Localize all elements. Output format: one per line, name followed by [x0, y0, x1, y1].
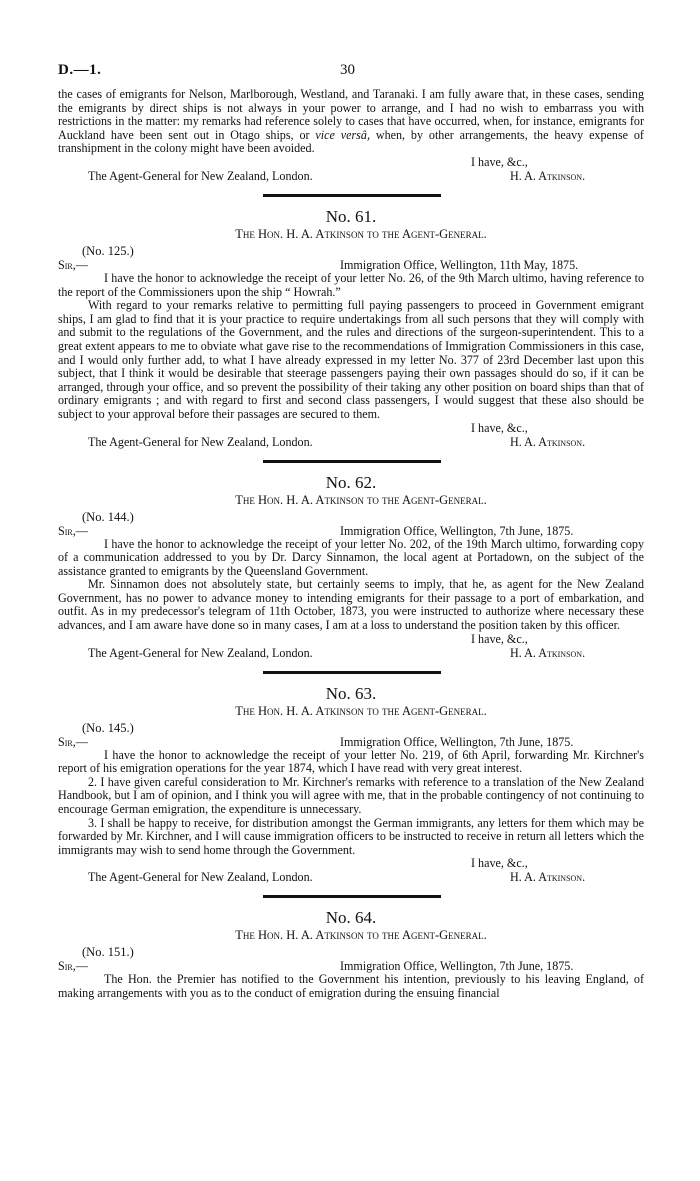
letter-paragraph: I have the honor to acknowledge the receipt of your letter No. 219, of 6th April, forwarding Mr. Kirchner's report of his emigration operations for the year 1874, which I have read with very great interest. — [58, 747, 644, 776]
place-date: Immigration Office, Wellington, 11th May, 1875. — [340, 257, 579, 272]
letter-heading: The Hon. H. A. Atkinson to the Agent-General. — [235, 492, 487, 507]
letter-number: No. 63. — [325, 683, 377, 703]
letter-paragraph: I have the honor to acknowledge the receipt of your letter No. 26, of the 9th March ultimo, having reference to the report of the Commissioners upon the ship “ Howrah.” — [58, 270, 644, 299]
letter-reference: (No. 125.) — [82, 243, 134, 258]
addressee: The Agent-General for New Zealand, London. — [88, 870, 313, 885]
closing-phrase: I have, &c., — [471, 631, 528, 646]
closing-block — [58, 156, 644, 184]
paper-reference: D.—1. — [58, 62, 102, 78]
letter-number: No. 64. — [325, 908, 377, 928]
salutation: Sir,— — [58, 523, 88, 538]
letter-reference: (No. 145.) — [82, 720, 134, 735]
section-rule — [263, 671, 441, 674]
letter-heading: The Hon. H. A. Atkinson to the Agent-General. — [235, 226, 487, 241]
salutation-line — [58, 735, 644, 749]
letter-number: No. 62. — [325, 472, 377, 492]
letter-number: No. 61. — [325, 206, 377, 226]
closing-block — [58, 633, 644, 661]
closing-phrase: I have, &c., — [471, 856, 528, 871]
addressee: The Agent-General for New Zealand, London. — [88, 645, 313, 660]
salutation-line — [58, 258, 644, 272]
signature: H. A. Atkinson. — [510, 168, 586, 183]
letter-reference: (No. 151.) — [82, 945, 134, 960]
page-header — [58, 62, 644, 88]
salutation: Sir,— — [58, 959, 88, 974]
addressee: The Agent-General for New Zealand, London. — [88, 168, 313, 183]
letter-reference: (No. 144.) — [82, 509, 134, 524]
letter-paragraph: With regard to your remarks relative to permitting full paying passengers to proceed in Government emigrant ships, I am glad to find that it is your practice to require undertakings from all such persons that they will comply with and submit to the regulations of the Government, and the rules and directions of the surgeon-superintendent. This to a great extent appears to me to obviate what gave rise to the recommendations of Immigration Commissioners in this case, and I would only further add, to what I have already expressed in my letter No. 377 of 23rd December last upon this subject, that I think it would be desirable that steerage passengers paying their own passages should do so, if it can be arranged, through your office, and so prevent the possibility of their taking any other position on board ships than that of ordinary emigrants ; and with regard to first and second class passengers, I would suggest that these also should be subject to your approval before their passages are secured to them. — [58, 298, 644, 421]
letter-paragraph: I have the honor to acknowledge the receipt of your letter No. 202, of the 19th March ultimo, forwarding copy of a communication addressed to you by Dr. Darcy Sinnamon, the local agent at Portadown, on the subject of the assistance granted to emigrants by the Queensland Government. — [58, 536, 644, 578]
letter-paragraph: The Hon. the Premier has notified to the Government his intention, previously to his leaving England, of making arrangements with you as to the conduct of emigration during the ensuing financial — [58, 972, 644, 1000]
closing-phrase: I have, &c., — [471, 420, 528, 435]
letter-paragraph: 3. I shall be happy to receive, for distribution amongst the German immigrants, any letters for them which may be forwarded by Mr. Kirchner, and I will cause immigration officers to be instructed to receive in return all letters which the immigrants may wish to send home through the Government. — [58, 815, 644, 857]
salutation-line — [58, 959, 644, 973]
letter-heading: The Hon. H. A. Atkinson to the Agent-General. — [235, 703, 487, 718]
place-date: Immigration Office, Wellington, 7th June, 1875. — [340, 523, 574, 538]
italic-phrase: vice versâ, — [315, 127, 370, 142]
page-number: 30 — [340, 62, 355, 78]
place-date: Immigration Office, Wellington, 7th June, 1875. — [340, 734, 574, 749]
letter-paragraph: Mr. Sinnamon does not absolutely state, but certainly seems to imply, that he, as agent for the New Zealand Government, has no power to advance money to intending emigrants for their passage to a port of embarkation, and outfit. As in my predecessor's telegram of 11th October, 1873, you were instructed to authorize where necessary these advances, and I am aware have done so in many cases, I am at a loss to understand the position taken by this officer. — [58, 577, 644, 633]
place-date: Immigration Office, Wellington, 7th June, 1875. — [340, 959, 574, 974]
salutation: Sir,— — [58, 734, 88, 749]
salutation-line — [58, 524, 644, 538]
letter-paragraph: 2. I have given careful consideration to Mr. Kirchner's remarks with reference to a translation of the New Zealand Handbook, but I am of opinion, and I think you will agree with me, that in the probable contingency of not continuing to encourage German emigration, the expenditure is unnecessary. — [58, 774, 644, 817]
signature: H. A. Atkinson. — [510, 434, 586, 449]
salutation: Sir,— — [58, 257, 88, 272]
closing-block — [58, 857, 644, 885]
closing-block — [58, 422, 644, 450]
section-rule — [263, 460, 441, 463]
intro-paragraph: the cases of emigrants for Nelson, Marlborough, Westland, and Taranaki. I am fully aware that, in these cases, sending the emigrants by direct ships is not always in your power to arrange, and I had no wish to embarrass you with restrictions in the matter: my remarks had reference solely to cases that have occurred, when, for instance, emigrants for Auckland have been sent out in Otago ships, or vice versâ, when, by other arrangements, the heavy expense of transhipment in the colony might have been avoided. — [58, 87, 644, 156]
addressee: The Agent-General for New Zealand, London. — [88, 434, 313, 449]
closing-phrase: I have, &c., — [471, 154, 528, 169]
signature: H. A. Atkinson. — [510, 645, 586, 660]
letter-heading: The Hon. H. A. Atkinson to the Agent-General. — [235, 928, 487, 943]
signature: H. A. Atkinson. — [510, 870, 586, 885]
section-rule — [263, 895, 441, 898]
document-page — [58, 62, 644, 1001]
section-rule — [263, 194, 441, 197]
